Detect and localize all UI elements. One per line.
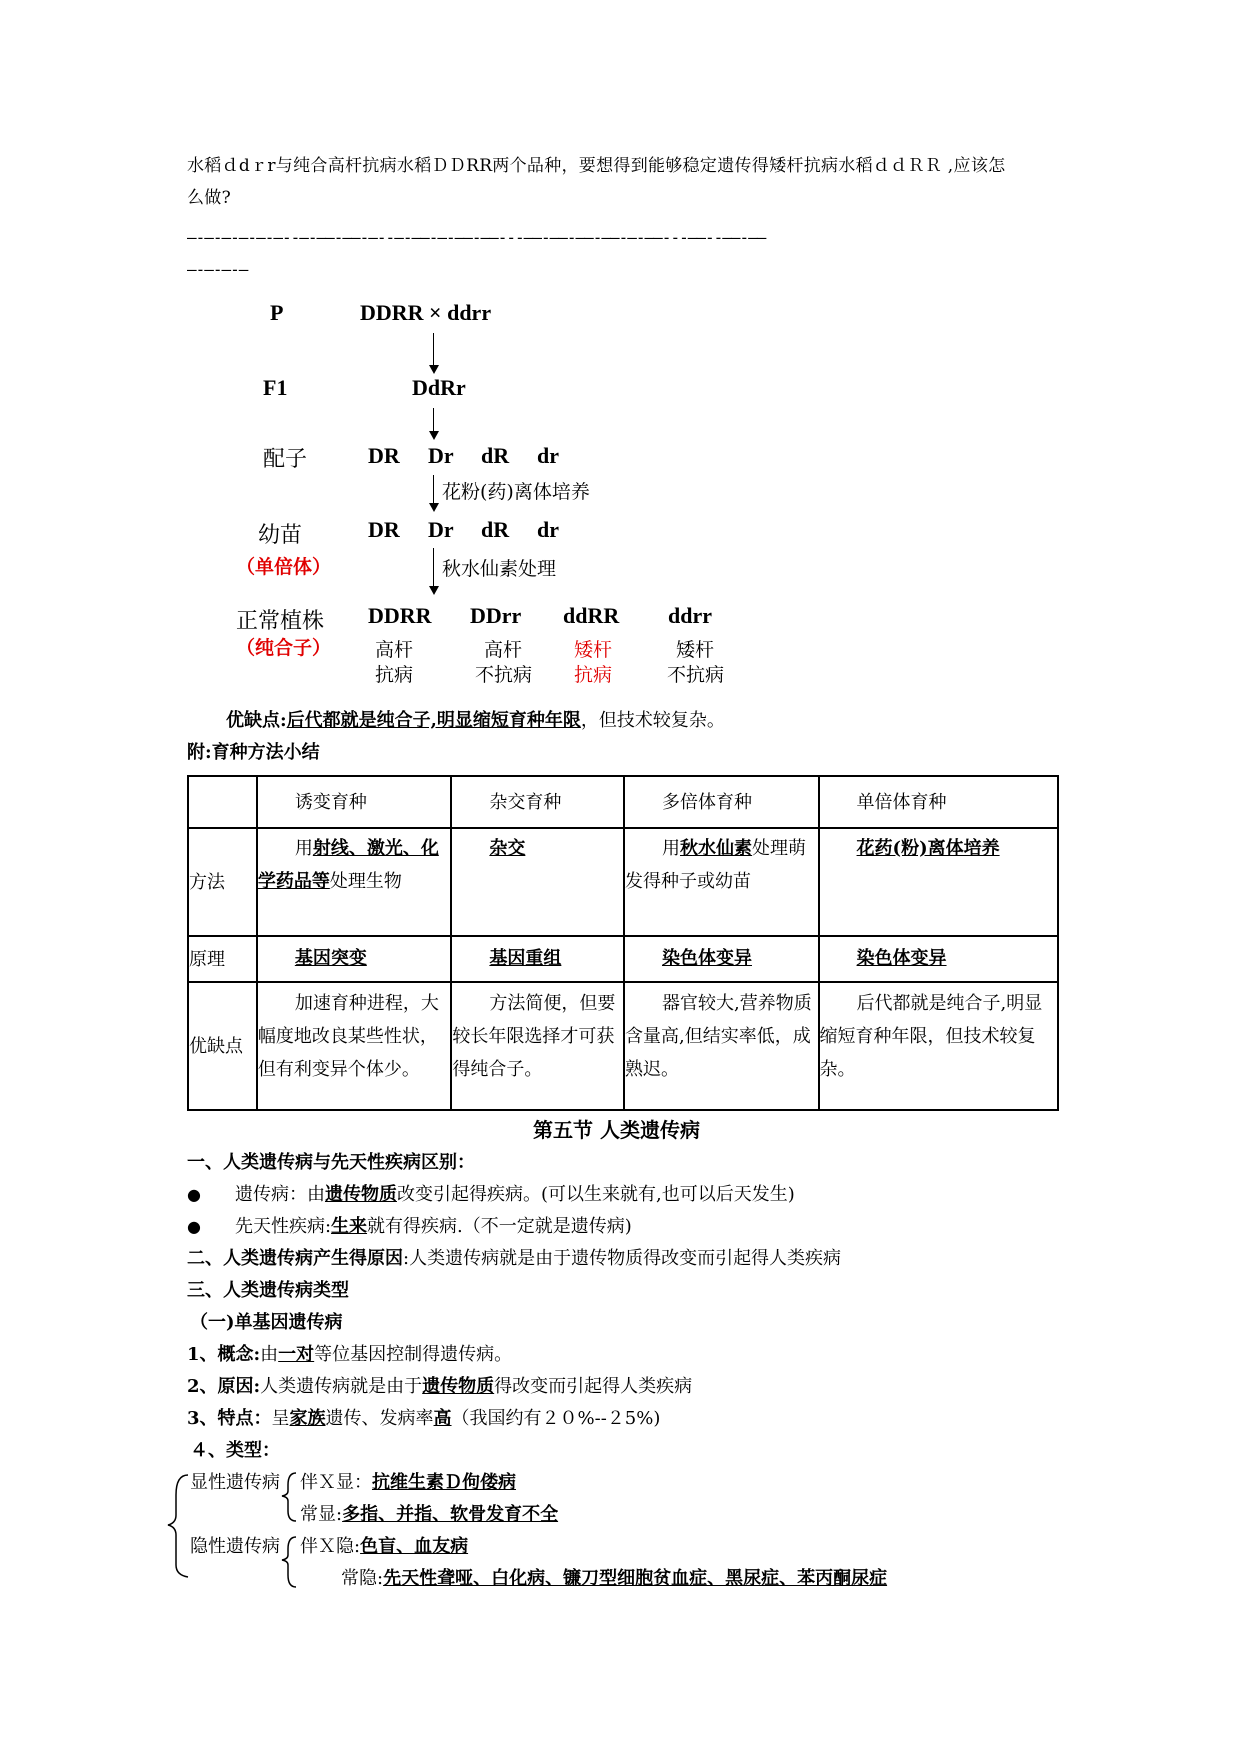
- table-cell: [257, 828, 452, 936]
- step-colchicine: 秋水仙素处理: [442, 558, 557, 580]
- cell-bold-text: 杂交: [489, 838, 526, 859]
- dominant-x-linked: [300, 1468, 516, 1498]
- type-label: 伴Ｘ显：: [300, 1472, 372, 1493]
- gamete-label: 配子: [263, 447, 308, 472]
- disease-list: 多指、并指、软骨发育不全: [342, 1504, 559, 1525]
- disease-list: 抗维生素Ｄ佝偻病: [372, 1472, 516, 1493]
- bullet-1: [187, 1180, 795, 1210]
- item-bold-text: 家族: [289, 1408, 326, 1429]
- item-text: 由: [260, 1344, 279, 1365]
- bullet-icon: ●: [187, 1217, 201, 1236]
- table-cell: [819, 828, 1058, 936]
- pros-cons-rest: ，但技术较复杂。: [580, 710, 725, 731]
- seedling-3: dR: [481, 517, 510, 542]
- outer-brace-icon: [168, 1475, 188, 1577]
- bullet-icon: ●: [187, 1185, 201, 1204]
- p-label: P: [270, 300, 284, 325]
- table-corner-cell: [188, 776, 257, 828]
- resistance-4: 不抗病: [667, 664, 725, 686]
- cell-bold-text: 秋水仙素: [680, 838, 752, 859]
- intro-line-2: 么做?: [187, 188, 232, 208]
- table-cell: [624, 936, 819, 982]
- arrow-head-icon: [429, 586, 439, 595]
- gamete-2: Dr: [428, 443, 454, 468]
- haploid-note: （单倍体）: [236, 556, 332, 578]
- seedling-2: Dr: [428, 517, 454, 542]
- genotype-1: DDRR: [368, 603, 432, 628]
- arrow-head-icon: [429, 503, 439, 512]
- cell-bold-text: 染色体变异: [856, 948, 947, 969]
- f1-label: F1: [263, 375, 288, 400]
- arrow-f1-gamete: [433, 408, 434, 433]
- summary-title: 附:育种方法小结: [187, 742, 320, 763]
- gamete-1: DR: [368, 443, 400, 468]
- table-cell: 后代都就是纯合子,明显缩短育种年限，但技术较复杂。: [819, 982, 1058, 1110]
- cell-bold-text: 基因重组: [489, 948, 562, 969]
- table-cell: 器官较大,营养物质含量高,但结实率低，成熟迟。: [624, 982, 819, 1110]
- type-label: 伴Ｘ隐:: [300, 1536, 361, 1557]
- recessive-x-linked: [300, 1532, 468, 1562]
- genotype-4: ddrr: [668, 603, 712, 628]
- heading-3: 三、人类遗传病类型: [187, 1280, 349, 1301]
- row-label-pros-cons: 优缺点: [188, 982, 257, 1110]
- resistance-2: 不抗病: [475, 664, 533, 686]
- dominant-autosomal: [300, 1500, 558, 1530]
- gamete-3: dR: [481, 443, 510, 468]
- arrow-p-f1: [433, 333, 434, 367]
- height-3: 矮杆: [574, 639, 613, 661]
- breeding-summary-table: [187, 775, 1059, 1111]
- cell-bold-text: 染色体变异: [662, 948, 752, 969]
- cell-text: 用: [662, 838, 680, 859]
- item-label: 1、概念:: [187, 1344, 261, 1365]
- seedling-4: dr: [537, 517, 559, 542]
- item-bold-text: 遗传物质: [422, 1376, 495, 1397]
- intro-line-1: 水稻ｄdｒr与纯合高杆抗病水稻ＤＤRR两个品种，要想得到能够稳定遗传得矮杆抗病水稻ｄｄＲＲ ,应该怎: [187, 156, 1006, 176]
- table-row: [188, 936, 1058, 982]
- table-cell: [451, 828, 624, 936]
- recessive-label: 隐性遗传病: [190, 1536, 280, 1557]
- cell-bold-text: 基因突变: [294, 948, 367, 969]
- bullet-bold-text: 遗传物质: [324, 1184, 397, 1205]
- item-text: 得改变而引起得人类疾病: [494, 1376, 693, 1397]
- recessive-autosomal: [341, 1564, 887, 1594]
- table-cell: [624, 828, 819, 936]
- pros-cons-bold: 后代都就是纯合子,明显缩短育种年限: [286, 710, 581, 731]
- item-concept: [187, 1340, 512, 1370]
- step-anther-culture: 花粉(药)离体培养: [442, 481, 590, 503]
- section-title: 第五节 人类遗传病: [533, 1118, 700, 1142]
- item-types: ４、类型：: [190, 1440, 280, 1461]
- row-label-method: 方法: [188, 828, 257, 936]
- table-cell: 加速育种进程，大幅度地改良某些性状，但有利变异个体少。: [257, 982, 452, 1110]
- genotype-2: DDrr: [470, 603, 522, 628]
- item-bold-text: 一对: [278, 1344, 315, 1365]
- subheading-single-gene: （一)单基因遗传病: [190, 1312, 343, 1333]
- heading-1: 一、人类遗传病与先天性疾病区别：: [187, 1152, 475, 1173]
- height-4: 矮杆: [676, 639, 715, 661]
- bullet-text: 先天性疾病:: [234, 1216, 332, 1237]
- table-header: 杂交育种: [451, 776, 624, 828]
- bullet-text: 遗传病：由: [234, 1184, 325, 1205]
- cell-text: 处理生物: [329, 871, 402, 892]
- cell-text: 处理萌发得种子或幼苗: [625, 838, 806, 892]
- row-label-principle: 原理: [188, 936, 257, 982]
- disease-list: 先天性聋哑、白化病、镰刀型细胞贫血症、黑尿症、苯丙酮尿症: [383, 1568, 888, 1589]
- table-cell: [819, 936, 1058, 982]
- table-header-row: [188, 776, 1058, 828]
- bullet-text: 改变引起得疾病。(可以生来就有,也可以后天发生): [396, 1184, 795, 1205]
- cell-bold-text: 花药(粉)离体培养: [856, 838, 1000, 859]
- seedling-label: 幼苗: [258, 523, 303, 548]
- heading-2: [187, 1244, 841, 1274]
- item-text: 遗传、发病率: [325, 1408, 434, 1429]
- table-row: [188, 828, 1058, 936]
- pros-cons-label: 优缺点:: [226, 710, 287, 731]
- answer-blank-line-2: —-—-—-—: [187, 260, 248, 279]
- table-header: 多倍体育种: [624, 776, 819, 828]
- resistance-3: 抗病: [574, 664, 613, 686]
- item-label: 2、原因:: [187, 1376, 261, 1397]
- resistance-1: 抗病: [375, 664, 414, 686]
- type-label: 常隐:: [341, 1568, 384, 1589]
- gamete-4: dr: [537, 443, 559, 468]
- bullet-2: [187, 1212, 632, 1242]
- dominant-label: 显性遗传病: [190, 1472, 280, 1493]
- table-header: 单倍体育种: [819, 776, 1058, 828]
- arrow-head-icon: [429, 431, 439, 440]
- table-cell: 方法简便，但要较长年限选择才可获得纯合子。: [451, 982, 624, 1110]
- homozygote-note: （纯合子）: [236, 637, 332, 659]
- height-2: 高杆: [484, 639, 523, 661]
- p-value: DDRR × ddrr: [360, 300, 492, 325]
- f1-value: DdRr: [412, 375, 466, 400]
- cell-bold-text: 射线、激光、化学药品等: [257, 838, 439, 892]
- pros-cons-line: [226, 706, 725, 736]
- arrow-gamete-seedling: [433, 475, 434, 505]
- table-header: 诱变育种: [257, 776, 452, 828]
- bullet-bold-text: 生来: [331, 1216, 368, 1237]
- item-text: 等位基因控制得遗传病。: [314, 1344, 513, 1365]
- table-cell: [451, 936, 624, 982]
- plant-label: 正常植株: [236, 609, 325, 634]
- heading-2-label: 二、人类遗传病产生得原因: [187, 1248, 403, 1269]
- seedling-1: DR: [368, 517, 400, 542]
- item-bold-text: 高: [433, 1408, 452, 1429]
- item-text: 呈: [271, 1408, 290, 1429]
- dominant-brace-icon: [282, 1473, 296, 1521]
- item-label: 3、特点：: [187, 1408, 272, 1429]
- table-row: [188, 982, 1058, 1110]
- arrow-seedling-plant: [433, 548, 434, 588]
- disease-list: 色盲、血友病: [360, 1536, 469, 1557]
- answer-blank-line-1: —-—-—-—-—-—--—-——-——-—--—-——-—-——-——---——-——-——-——-—-——---——--——-——: [187, 228, 766, 247]
- table-cell: [257, 936, 452, 982]
- item-text: （我国约有２０%--２5%): [451, 1408, 661, 1429]
- bullet-text: 就有得疾病.（不一定就是遗传病): [367, 1216, 632, 1237]
- type-label: 常显:: [300, 1504, 343, 1525]
- item-cause: [187, 1372, 692, 1402]
- height-1: 高杆: [375, 639, 414, 661]
- recessive-brace-icon: [282, 1537, 296, 1587]
- heading-2-text: :人类遗传病就是由于遗传物质得改变而引起得人类疾病: [403, 1248, 842, 1269]
- item-text: 人类遗传病就是由于: [260, 1376, 423, 1397]
- item-feature: [187, 1404, 660, 1434]
- cell-text: 用: [294, 838, 313, 859]
- genotype-3: ddRR: [563, 603, 620, 628]
- arrow-head-icon: [429, 365, 439, 374]
